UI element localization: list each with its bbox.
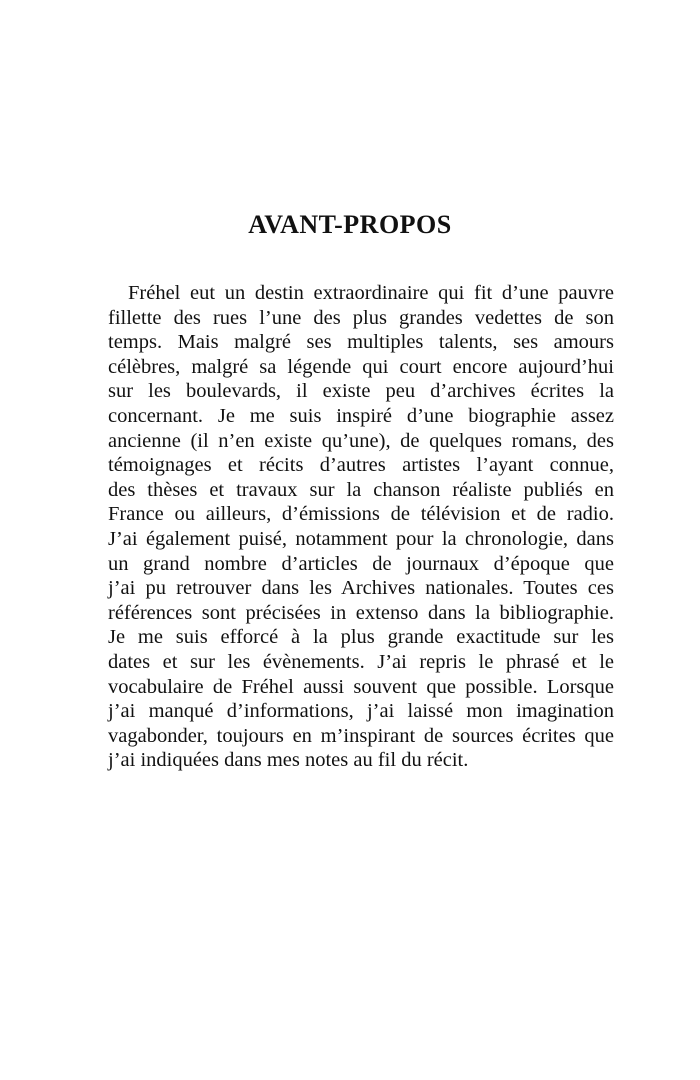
text-line: j’ai pu retrouver dans les Archives nationales. Toutes ces [108,577,614,600]
text-line: J’ai également puisé, notamment pour la chronologie, dans [108,527,614,550]
text-line: temps. Mais malgré ses multiples talents, ses amours [108,331,614,354]
text-line: Fréhel eut un destin extraordinaire qui fit d’une pauvre [128,282,614,304]
text-line: un grand nombre d’articles de journaux d’époque que [108,552,614,575]
page-title: AVANT-PROPOS [248,210,452,239]
text-line: j’ai manqué d’informations, j’ai laissé mon imagination [108,700,614,723]
text-line: célèbres, malgré sa légende qui court encore aujourd’hui [108,355,614,378]
text-line: vagabonder, toujours en m’inspirant de sources écrites que [108,724,614,747]
text-line: sur les boulevards, il existe peu d’archives écrites la [108,380,614,403]
text-line: des thèses et travaux sur la chanson réaliste publiés en [108,478,614,501]
text-line: ancienne (il n’en existe qu’une), de quelques romans, des [108,429,614,452]
foreword-paragraph [108,281,614,773]
text-line: France ou ailleurs, d’émissions de télévision et de radio. [108,503,614,526]
text-line: vocabulaire de Fréhel aussi souvent que possible. Lorsque [108,675,614,698]
text-line: témoignages et récits d’autres artistes l’ayant connue, [108,454,614,477]
text-line: Je me suis efforcé à la plus grande exactitude sur les [108,626,614,649]
text-line: références sont précisées in extenso dans la bibliographie. [108,601,614,624]
text-line: fillette des rues l’une des plus grandes vedettes de son [108,306,614,329]
text-line: dates et sur les évènements. J’ai repris le phrasé et le [108,650,614,673]
text-line: j’ai indiquées dans mes notes au fil du récit. [108,749,469,772]
text-line: concernant. Je me suis inspiré d’une biographie assez [108,404,614,427]
